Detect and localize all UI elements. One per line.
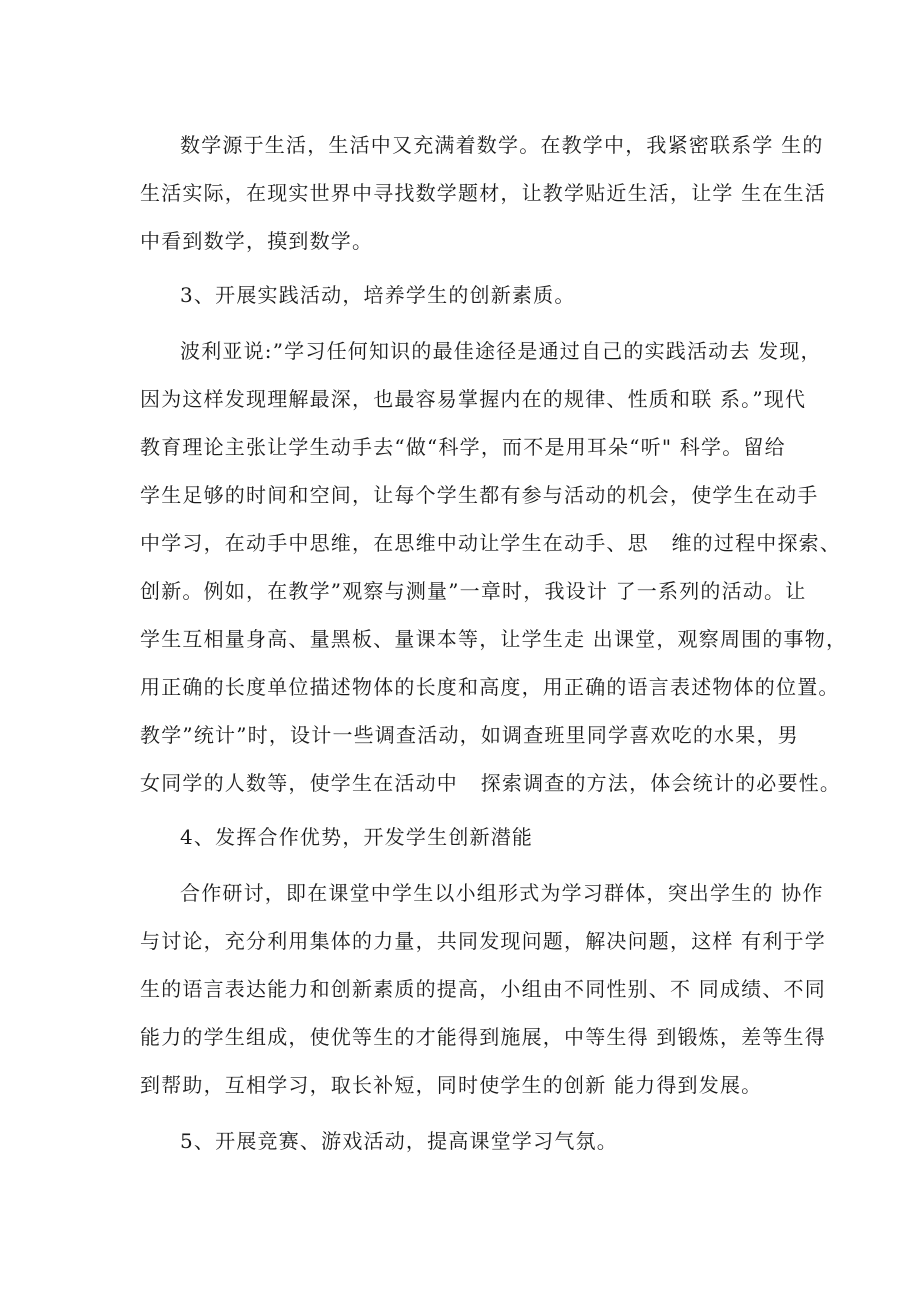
- paragraph-2-line-7: 学生互相量身高、量黑板、量课本等，让学生走 出课堂，观察周围的事物，: [140, 627, 848, 651]
- paragraph-3-line-5: 到帮助，互相学习，取长补短，同时使学生的创新 能力得到发展。: [140, 1073, 763, 1097]
- paragraph-2-line-1: 波利亚说:”学习任何知识的最佳途径是通过自己的实践活动去 发现，: [180, 339, 822, 363]
- paragraph-2-line-4: 学生足够的时间和空间，让每个学生都有参与活动的机会，使学生在动手: [140, 483, 819, 507]
- paragraph-2-line-10: 女同学的人数等，使学生在活动中 探索调查的方法，体会统计的必要性。: [140, 771, 842, 795]
- paragraph-1-line-1: 数学源于生活，生活中又充满着数学。在教学中，我紧密联系学 生的: [180, 133, 824, 157]
- paragraph-2-line-5: 中学习，在动手中思维，在思维中动让学生在动手、思 维的过程中探索、: [140, 531, 842, 555]
- paragraph-2-line-9: 教学”统计”时，设计一些调查活动，如调查班里同学喜欢吃的水果，男: [140, 723, 799, 747]
- heading-4: 4、发挥合作优势，开发学生创新潜能: [180, 825, 534, 849]
- paragraph-1-line-2: 生活实际，在现实世界中寻找数学题材，让教学贴近生活，让学 生在生活: [140, 181, 826, 205]
- heading-5: 5、开展竞赛、游戏活动，提高课堂学习气氛。: [180, 1129, 618, 1153]
- paragraph-3-line-4: 能力的学生组成，使优等生的才能得到施展，中等生得 到锻炼，差等生得: [140, 1025, 826, 1049]
- paragraph-3-line-2: 与讨论，充分利用集体的力量，共同发现问题，解决问题，这样 有利于学: [140, 929, 826, 953]
- heading-3: 3、开展实践活动，培养学生的创新素质。: [180, 283, 576, 307]
- paragraph-2-line-6: 创新。例如，在教学”观察与测量”一章时，我设计 了一系列的活动。让: [140, 579, 807, 603]
- paragraph-1-line-3: 中看到数学，摸到数学。: [140, 229, 374, 253]
- paragraph-3-line-1: 合作研讨，即在课堂中学生以小组形式为学习群体，突出学生的 协作: [180, 881, 824, 905]
- paragraph-3-line-3: 生的语言表达能力和创新素质的提高，小组由不同性别、不 同成绩、不同: [140, 977, 826, 1001]
- paragraph-2-line-8: 用正确的长度单位描述物体的长度和高度，用正确的语言表述物体的位置。: [140, 675, 840, 699]
- paragraph-2-line-2: 因为这样发现理解最深，也最容易掌握内在的规律、性质和联 系。”现代: [140, 387, 807, 411]
- paragraph-2-line-3: 教育理论主张让学生动手去“做“科学，而不是用耳朵“听" 科学。留给: [140, 435, 786, 459]
